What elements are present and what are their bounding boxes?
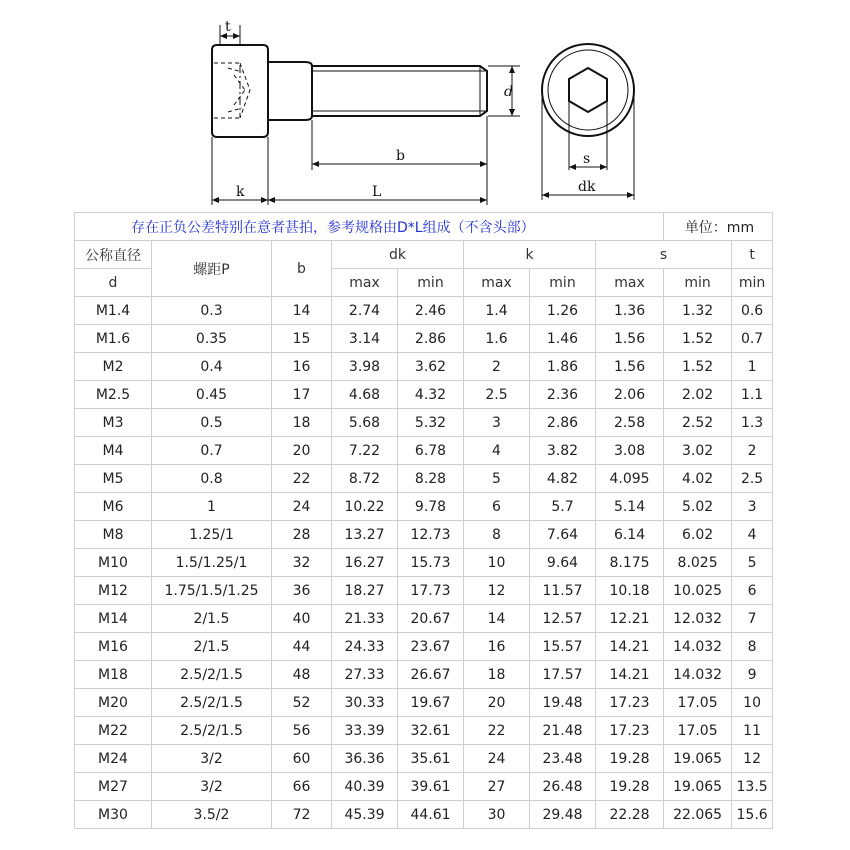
table-cell: 19.065 (664, 773, 732, 801)
table-cell: 2.5 (464, 381, 530, 409)
table-cell: 5.02 (664, 493, 732, 521)
table-cell: 24 (464, 745, 530, 773)
table-cell: 8.025 (664, 549, 732, 577)
table-cell: 1.1 (732, 381, 773, 409)
table-cell: 14.032 (664, 661, 732, 689)
table-row (75, 773, 773, 801)
table-cell: 19.065 (664, 745, 732, 773)
table-cell: 12.73 (398, 521, 464, 549)
table-cell: M1.6 (75, 325, 152, 353)
table-cell: 5 (464, 465, 530, 493)
table-cell: 12 (732, 745, 773, 773)
table-cell: 3.82 (530, 437, 596, 465)
table-row (75, 633, 773, 661)
table-row (75, 717, 773, 745)
table-cell: 5.32 (398, 409, 464, 437)
unit-label: 单位：mm (664, 213, 773, 241)
table-cell: 60 (272, 745, 332, 773)
header-row-1 (75, 241, 773, 269)
table-cell: 1.32 (664, 297, 732, 325)
table-cell: 8.72 (332, 465, 398, 493)
table-cell: 40.39 (332, 773, 398, 801)
table-cell: 6 (732, 577, 773, 605)
table-cell: 16 (272, 353, 332, 381)
table-row (75, 409, 773, 437)
table-cell: 3.02 (664, 437, 732, 465)
table-cell: 1.86 (530, 353, 596, 381)
table-cell: 19.28 (596, 745, 664, 773)
table-cell: 1.52 (664, 325, 732, 353)
table-cell: 0.7 (732, 325, 773, 353)
table-cell: 32 (272, 549, 332, 577)
table-cell: 24 (272, 493, 332, 521)
table-cell: 20.67 (398, 605, 464, 633)
table-cell: 7.64 (530, 521, 596, 549)
tolerance-note: 存在正负公差特别在意者甚拍，参考规格由D*L组成（不含头部） (75, 213, 664, 241)
header-t-min: min (732, 269, 773, 297)
table-row (75, 493, 773, 521)
dim-label-d: d (504, 84, 513, 100)
table-cell: 26.48 (530, 773, 596, 801)
table-cell: 11.57 (530, 577, 596, 605)
table-cell: 18 (272, 409, 332, 437)
bolt-technical-drawing (0, 0, 850, 212)
table-cell: 0.4 (152, 353, 272, 381)
table-cell: 2/1.5 (152, 633, 272, 661)
table-cell: 22.065 (664, 801, 732, 829)
table-cell: 10 (732, 689, 773, 717)
table-row (75, 381, 773, 409)
table-cell: 0.7 (152, 437, 272, 465)
table-cell: 5.7 (530, 493, 596, 521)
table-cell: 14.21 (596, 661, 664, 689)
bolt-side-view (212, 45, 487, 137)
header-k: k (464, 241, 596, 269)
table-cell: 27 (464, 773, 530, 801)
table-cell: 1 (152, 493, 272, 521)
table-cell: 15.6 (732, 801, 773, 829)
table-cell: 17.73 (398, 577, 464, 605)
table-cell: 0.5 (152, 409, 272, 437)
table-cell: 3/2 (152, 773, 272, 801)
table-cell: 28 (272, 521, 332, 549)
table-cell: 7 (732, 605, 773, 633)
table-cell: 3.14 (332, 325, 398, 353)
table-cell: 40 (272, 605, 332, 633)
table-cell: M10 (75, 549, 152, 577)
table-cell: M6 (75, 493, 152, 521)
table-cell: 21.33 (332, 605, 398, 633)
table-cell: 3.62 (398, 353, 464, 381)
table-cell: 13.27 (332, 521, 398, 549)
table-cell: M18 (75, 661, 152, 689)
table-cell: 9.64 (530, 549, 596, 577)
table-cell: 2.5/2/1.5 (152, 689, 272, 717)
table-cell: 10 (464, 549, 530, 577)
table-cell: 4.095 (596, 465, 664, 493)
header-pitch: 螺距P (152, 241, 272, 297)
table-cell: 9 (732, 661, 773, 689)
dim-label-t: t (225, 19, 231, 35)
table-cell: M2.5 (75, 381, 152, 409)
table-cell: 17.57 (530, 661, 596, 689)
table-cell: 66 (272, 773, 332, 801)
table-cell: 2.5 (732, 465, 773, 493)
table-cell: 19.67 (398, 689, 464, 717)
table-cell: 2.52 (664, 409, 732, 437)
table-cell: 4 (732, 521, 773, 549)
dim-label-s: s (583, 151, 591, 167)
table-cell: 2.74 (332, 297, 398, 325)
table-cell: 1.52 (664, 353, 732, 381)
table-cell: M27 (75, 773, 152, 801)
table-cell: 8.175 (596, 549, 664, 577)
header-k-max: max (464, 269, 530, 297)
table-cell: 32.61 (398, 717, 464, 745)
table-cell: 56 (272, 717, 332, 745)
table-cell: 17.05 (664, 717, 732, 745)
table-cell: 48 (272, 661, 332, 689)
table-cell: 17.05 (664, 689, 732, 717)
table-cell: M22 (75, 717, 152, 745)
table-row (75, 297, 773, 325)
table-cell: 20 (272, 437, 332, 465)
table-cell: 1.56 (596, 325, 664, 353)
table-cell: 18 (464, 661, 530, 689)
table-cell: 3 (464, 409, 530, 437)
table-cell: 14.21 (596, 633, 664, 661)
table-cell: 20 (464, 689, 530, 717)
table-cell: 8 (732, 633, 773, 661)
table-cell: 2 (464, 353, 530, 381)
table-cell: 2.36 (530, 381, 596, 409)
table-cell: 9.78 (398, 493, 464, 521)
table-cell: 22 (272, 465, 332, 493)
table-cell: 12 (464, 577, 530, 605)
table-cell: 12.032 (664, 605, 732, 633)
table-cell: M20 (75, 689, 152, 717)
table-cell: 2 (732, 437, 773, 465)
table-cell: 1.56 (596, 353, 664, 381)
table-cell: 0.8 (152, 465, 272, 493)
table-cell: 1.26 (530, 297, 596, 325)
table-cell: M3 (75, 409, 152, 437)
table-cell: 3 (732, 493, 773, 521)
table-cell: 0.35 (152, 325, 272, 353)
table-cell: 2.46 (398, 297, 464, 325)
table-cell: 16 (464, 633, 530, 661)
table-cell: 23.67 (398, 633, 464, 661)
table-cell: 12.21 (596, 605, 664, 633)
table-cell: M12 (75, 577, 152, 605)
table-cell: 3.98 (332, 353, 398, 381)
header-k-min: min (530, 269, 596, 297)
table-row (75, 577, 773, 605)
table-cell: 14 (272, 297, 332, 325)
table-cell: 19.28 (596, 773, 664, 801)
table-cell: 6.14 (596, 521, 664, 549)
table-cell: M2 (75, 353, 152, 381)
table-cell: 14.032 (664, 633, 732, 661)
header-s: s (596, 241, 732, 269)
header-s-min: min (664, 269, 732, 297)
table-cell: 15.73 (398, 549, 464, 577)
table-row (75, 745, 773, 773)
table-cell: 1.75/1.5/1.25 (152, 577, 272, 605)
table-row (75, 689, 773, 717)
table-row (75, 465, 773, 493)
table-cell: 0.3 (152, 297, 272, 325)
table-cell: M14 (75, 605, 152, 633)
table-cell: 1.3 (732, 409, 773, 437)
header-b: b (272, 241, 332, 297)
table-cell: M8 (75, 521, 152, 549)
table-row (75, 325, 773, 353)
table-cell: 17 (272, 381, 332, 409)
table-cell: 21.48 (530, 717, 596, 745)
table-cell: 2.58 (596, 409, 664, 437)
dim-label-L: L (372, 184, 382, 200)
table-cell: 1.4 (464, 297, 530, 325)
table-row (75, 661, 773, 689)
table-cell: 52 (272, 689, 332, 717)
screw-spec-table (74, 212, 773, 829)
table-cell: 27.33 (332, 661, 398, 689)
table-cell: 2.86 (530, 409, 596, 437)
table-cell: 15.57 (530, 633, 596, 661)
table-cell: 8 (464, 521, 530, 549)
table-cell: 10.18 (596, 577, 664, 605)
table-cell: 2.5/2/1.5 (152, 661, 272, 689)
table-cell: 12.57 (530, 605, 596, 633)
table-cell: 5.14 (596, 493, 664, 521)
table-row (75, 521, 773, 549)
table-cell: 14 (464, 605, 530, 633)
table-cell: 26.67 (398, 661, 464, 689)
table-row (75, 549, 773, 577)
table-cell: 7.22 (332, 437, 398, 465)
table-cell: 16.27 (332, 549, 398, 577)
table-cell: 23.48 (530, 745, 596, 773)
table-cell: 1.25/1 (152, 521, 272, 549)
table-cell: 2.5/2/1.5 (152, 717, 272, 745)
table-cell: 1.46 (530, 325, 596, 353)
dim-label-dk: dk (578, 179, 596, 195)
header-d: d (75, 269, 152, 297)
table-cell: 44 (272, 633, 332, 661)
table-cell: 1 (732, 353, 773, 381)
table-cell: 15 (272, 325, 332, 353)
note-row (75, 213, 773, 241)
table-cell: 30 (464, 801, 530, 829)
table-cell: 33.39 (332, 717, 398, 745)
table-cell: 5 (732, 549, 773, 577)
table-cell: 4.32 (398, 381, 464, 409)
table-cell: 6.02 (664, 521, 732, 549)
dim-label-k: k (236, 184, 245, 200)
table-cell: 10.22 (332, 493, 398, 521)
table-row (75, 801, 773, 829)
table-cell: 19.48 (530, 689, 596, 717)
table-cell: 29.48 (530, 801, 596, 829)
table-cell: 6 (464, 493, 530, 521)
table-cell: M30 (75, 801, 152, 829)
table-cell: 2.06 (596, 381, 664, 409)
table-cell: 1.36 (596, 297, 664, 325)
header-nominal-diameter: 公称直径 (75, 241, 152, 269)
table-cell: 4.68 (332, 381, 398, 409)
table-cell: 18.27 (332, 577, 398, 605)
header-t: t (732, 241, 773, 269)
table-cell: M4 (75, 437, 152, 465)
table-row (75, 605, 773, 633)
table-cell: 17.23 (596, 717, 664, 745)
table-cell: 2/1.5 (152, 605, 272, 633)
table-cell: 6.78 (398, 437, 464, 465)
table-cell: 22.28 (596, 801, 664, 829)
table-cell: 4.02 (664, 465, 732, 493)
table-cell: M16 (75, 633, 152, 661)
table-cell: 36 (272, 577, 332, 605)
table-cell: 4.82 (530, 465, 596, 493)
table-cell: 24.33 (332, 633, 398, 661)
table-cell: 5.68 (332, 409, 398, 437)
table-cell: 2.02 (664, 381, 732, 409)
table-cell: 3/2 (152, 745, 272, 773)
header-dk-min: min (398, 269, 464, 297)
header-dk: dk (332, 241, 464, 269)
table-cell: 3.5/2 (152, 801, 272, 829)
table-cell: 17.23 (596, 689, 664, 717)
dim-label-b: b (396, 148, 405, 164)
table-cell: 0.6 (732, 297, 773, 325)
table-row (75, 353, 773, 381)
header-s-max: max (596, 269, 664, 297)
table-cell: 13.5 (732, 773, 773, 801)
table-cell: 45.39 (332, 801, 398, 829)
table-cell: 36.36 (332, 745, 398, 773)
table-cell: M24 (75, 745, 152, 773)
bolt-end-view (542, 44, 634, 200)
table-cell: 72 (272, 801, 332, 829)
header-dk-max: max (332, 269, 398, 297)
table-cell: 8.28 (398, 465, 464, 493)
table-cell: 1.6 (464, 325, 530, 353)
table-cell: 30.33 (332, 689, 398, 717)
table-row (75, 437, 773, 465)
table-cell: 35.61 (398, 745, 464, 773)
table-cell: 10.025 (664, 577, 732, 605)
table-cell: 2.86 (398, 325, 464, 353)
table-cell: 44.61 (398, 801, 464, 829)
table-cell: 39.61 (398, 773, 464, 801)
table-cell: M5 (75, 465, 152, 493)
table-cell: 22 (464, 717, 530, 745)
table-cell: M1.4 (75, 297, 152, 325)
table-cell: 3.08 (596, 437, 664, 465)
table-cell: 0.45 (152, 381, 272, 409)
table-cell: 1.5/1.25/1 (152, 549, 272, 577)
table-cell: 11 (732, 717, 773, 745)
table-cell: 4 (464, 437, 530, 465)
